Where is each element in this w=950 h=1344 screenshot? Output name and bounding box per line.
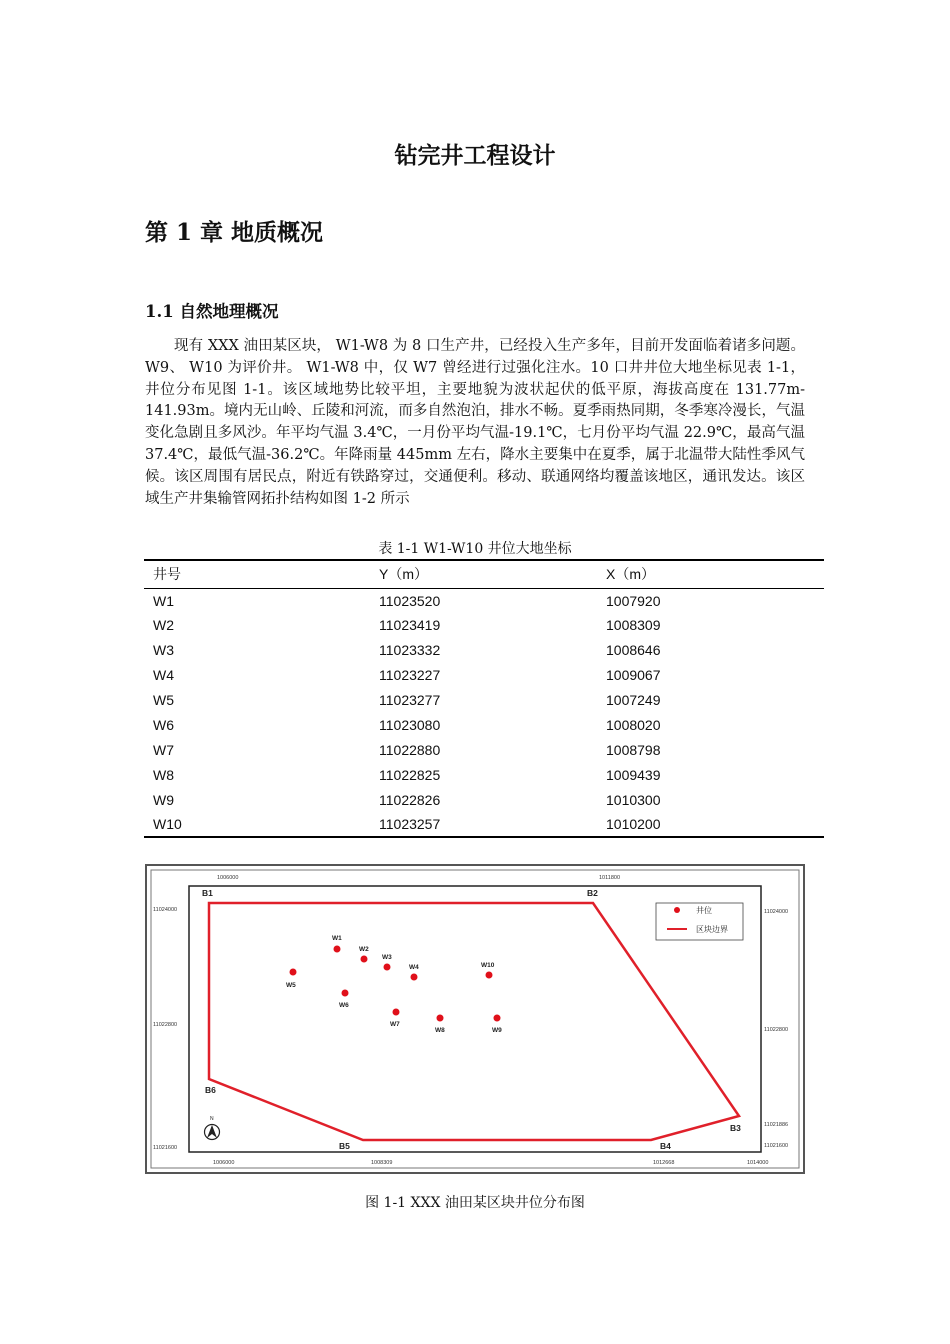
cell-y: 11022825 bbox=[379, 766, 441, 783]
table-row bbox=[144, 613, 824, 638]
cell-y: 11023080 bbox=[379, 716, 441, 733]
north-arrow-icon bbox=[205, 1116, 220, 1140]
bottom-tick-label: 1006000 bbox=[213, 1160, 235, 1166]
well-marker bbox=[486, 972, 493, 979]
well-label: W7 bbox=[390, 1021, 400, 1028]
well-label: W4 bbox=[409, 964, 419, 971]
cell-x: 1010300 bbox=[606, 791, 661, 808]
cell-x: 1009067 bbox=[606, 667, 661, 684]
legend-well-label: 井位 bbox=[696, 906, 712, 915]
table-row bbox=[144, 712, 824, 737]
left-tick-label: 11022800 bbox=[153, 1022, 178, 1028]
cell-x: 1008798 bbox=[606, 741, 661, 758]
document-title: 钻完井工程设计 bbox=[394, 142, 556, 169]
well-coordinates-table bbox=[144, 559, 824, 838]
figure-caption: 图 1-1 XXX 油田某区块井位分布图 bbox=[365, 1195, 585, 1211]
header-well-id: 井号 bbox=[144, 560, 370, 588]
cell-well-id: W10 bbox=[153, 815, 182, 832]
cell-y: 11023257 bbox=[379, 815, 441, 832]
right-tick-label: 11024000 bbox=[764, 909, 789, 915]
section-heading: 1.1 自然地理概况 bbox=[145, 302, 279, 321]
cell-y: 11022880 bbox=[379, 741, 441, 758]
cell-well-id: W6 bbox=[153, 716, 174, 733]
table-row bbox=[144, 588, 824, 613]
bottom-tick-label: 1014000 bbox=[747, 1160, 769, 1166]
table-row bbox=[144, 812, 824, 837]
cell-x: 1007249 bbox=[606, 692, 661, 708]
corner-label: B6 bbox=[205, 1085, 216, 1095]
legend-well-marker bbox=[674, 907, 680, 913]
well-marker bbox=[437, 1015, 444, 1022]
table-row bbox=[144, 663, 824, 688]
well-label: W1 bbox=[332, 935, 342, 942]
left-tick-label: 11024000 bbox=[153, 907, 178, 913]
table-row bbox=[144, 737, 824, 762]
cell-well-id: W2 bbox=[153, 617, 174, 634]
header-x: X（m） bbox=[597, 560, 824, 588]
corner-label: B5 bbox=[339, 1141, 350, 1151]
table-caption: 表 1-1 W1-W10 井位大地坐标 bbox=[378, 541, 572, 557]
cell-x: 1008646 bbox=[606, 642, 661, 659]
well-marker bbox=[411, 974, 418, 981]
top-tick-label: 1011800 bbox=[599, 875, 621, 881]
well-marker bbox=[384, 964, 391, 971]
left-tick-label: 11021600 bbox=[153, 1145, 178, 1151]
corner-label: B4 bbox=[660, 1141, 671, 1151]
legend-boundary-label: 区块边界 bbox=[696, 925, 728, 934]
well-label: W2 bbox=[359, 946, 369, 953]
cell-x: 1007920 bbox=[606, 592, 661, 609]
cell-y: 11022826 bbox=[379, 791, 441, 808]
cell-well-id: W8 bbox=[153, 766, 174, 783]
cell-x: 1008309 bbox=[606, 617, 661, 634]
well-marker bbox=[290, 969, 297, 976]
well-marker bbox=[361, 956, 368, 963]
well-label: W5 bbox=[286, 982, 296, 989]
well-marker bbox=[342, 990, 349, 997]
cell-well-id: W7 bbox=[153, 741, 174, 758]
body-paragraph: 现有 XXX 油田某区块， W1-W8 为 8 口生产井，已经投入生产多年，目前开发面临着诸多问题。 W9、 W10 为评价井。 W1-W8 中，仅 W7 曾经进行过强化注水。10 口井井位大地坐标见表 1-1，井位分布见图 1-1。该区域地势比较平坦，主要地貌为波状起伏的低平原，海拔高度在 131.77m-141.93m。境内无山岭、丘陵和河流，而多自然泡泊，排水不畅。夏季雨热同期，冬季寒冷漫长，气温变化急剧且多风沙。年平均气温 3.4℃，一月份平均气温-19.1℃，七月份平均气温 22.9℃，最高气温 37.4℃，最低气温-36.2℃。年降雨量 445mm 左右，降水主要集中在夏季，属于北温带大陆性季风气候。该区周围有居民点，附近有铁路穿过，交通便利。移动、联通网络均覆盖该地区，通讯发达。该区域生产井集输管网拓扑结构如图 1-2 所示 bbox=[145, 338, 805, 507]
well-label: W10 bbox=[481, 962, 495, 969]
table-header-row bbox=[144, 560, 824, 588]
north-label: N bbox=[210, 1116, 214, 1122]
cell-y: 11023520 bbox=[379, 592, 441, 609]
cell-well-id: W4 bbox=[153, 667, 174, 684]
cell-well-id: W5 bbox=[153, 692, 174, 708]
corner-label: B1 bbox=[202, 888, 213, 898]
header-y: Y（m） bbox=[370, 560, 597, 588]
map-legend bbox=[656, 903, 743, 940]
cell-x: 1009439 bbox=[606, 766, 661, 783]
cell-well-id: W1 bbox=[153, 592, 174, 609]
cell-y: 11023277 bbox=[379, 692, 441, 708]
bottom-tick-label: 1008309 bbox=[371, 1160, 393, 1166]
cell-well-id: W9 bbox=[153, 791, 174, 808]
cell-x: 1008020 bbox=[606, 716, 661, 733]
table-row bbox=[144, 762, 824, 787]
top-tick-label: 1006000 bbox=[217, 875, 239, 881]
well-label: W6 bbox=[339, 1002, 349, 1009]
well-marker bbox=[334, 946, 341, 953]
cell-y: 11023332 bbox=[379, 642, 441, 659]
right-tick-label: 11021600 bbox=[764, 1143, 789, 1149]
cell-x: 1010200 bbox=[606, 815, 661, 832]
chapter-heading: 第 1 章 地质概况 bbox=[145, 219, 324, 246]
bottom-tick-label: 1012668 bbox=[653, 1160, 675, 1166]
well-label: W8 bbox=[435, 1027, 445, 1034]
cell-y: 11023227 bbox=[379, 667, 441, 684]
well-label: W3 bbox=[382, 954, 392, 961]
table-row bbox=[144, 688, 824, 713]
table-row bbox=[144, 638, 824, 663]
right-tick-label: 11022800 bbox=[764, 1027, 789, 1033]
well-marker bbox=[393, 1009, 400, 1016]
well-label: W9 bbox=[492, 1027, 502, 1034]
well-location-map bbox=[145, 864, 805, 1174]
right-tick-label: 11021886 bbox=[764, 1122, 789, 1128]
corner-label: B2 bbox=[587, 888, 598, 898]
cell-well-id: W3 bbox=[153, 642, 174, 659]
cell-y: 11023419 bbox=[379, 617, 441, 634]
well-marker bbox=[494, 1015, 501, 1022]
corner-label: B3 bbox=[730, 1123, 741, 1133]
table-row bbox=[144, 787, 824, 812]
